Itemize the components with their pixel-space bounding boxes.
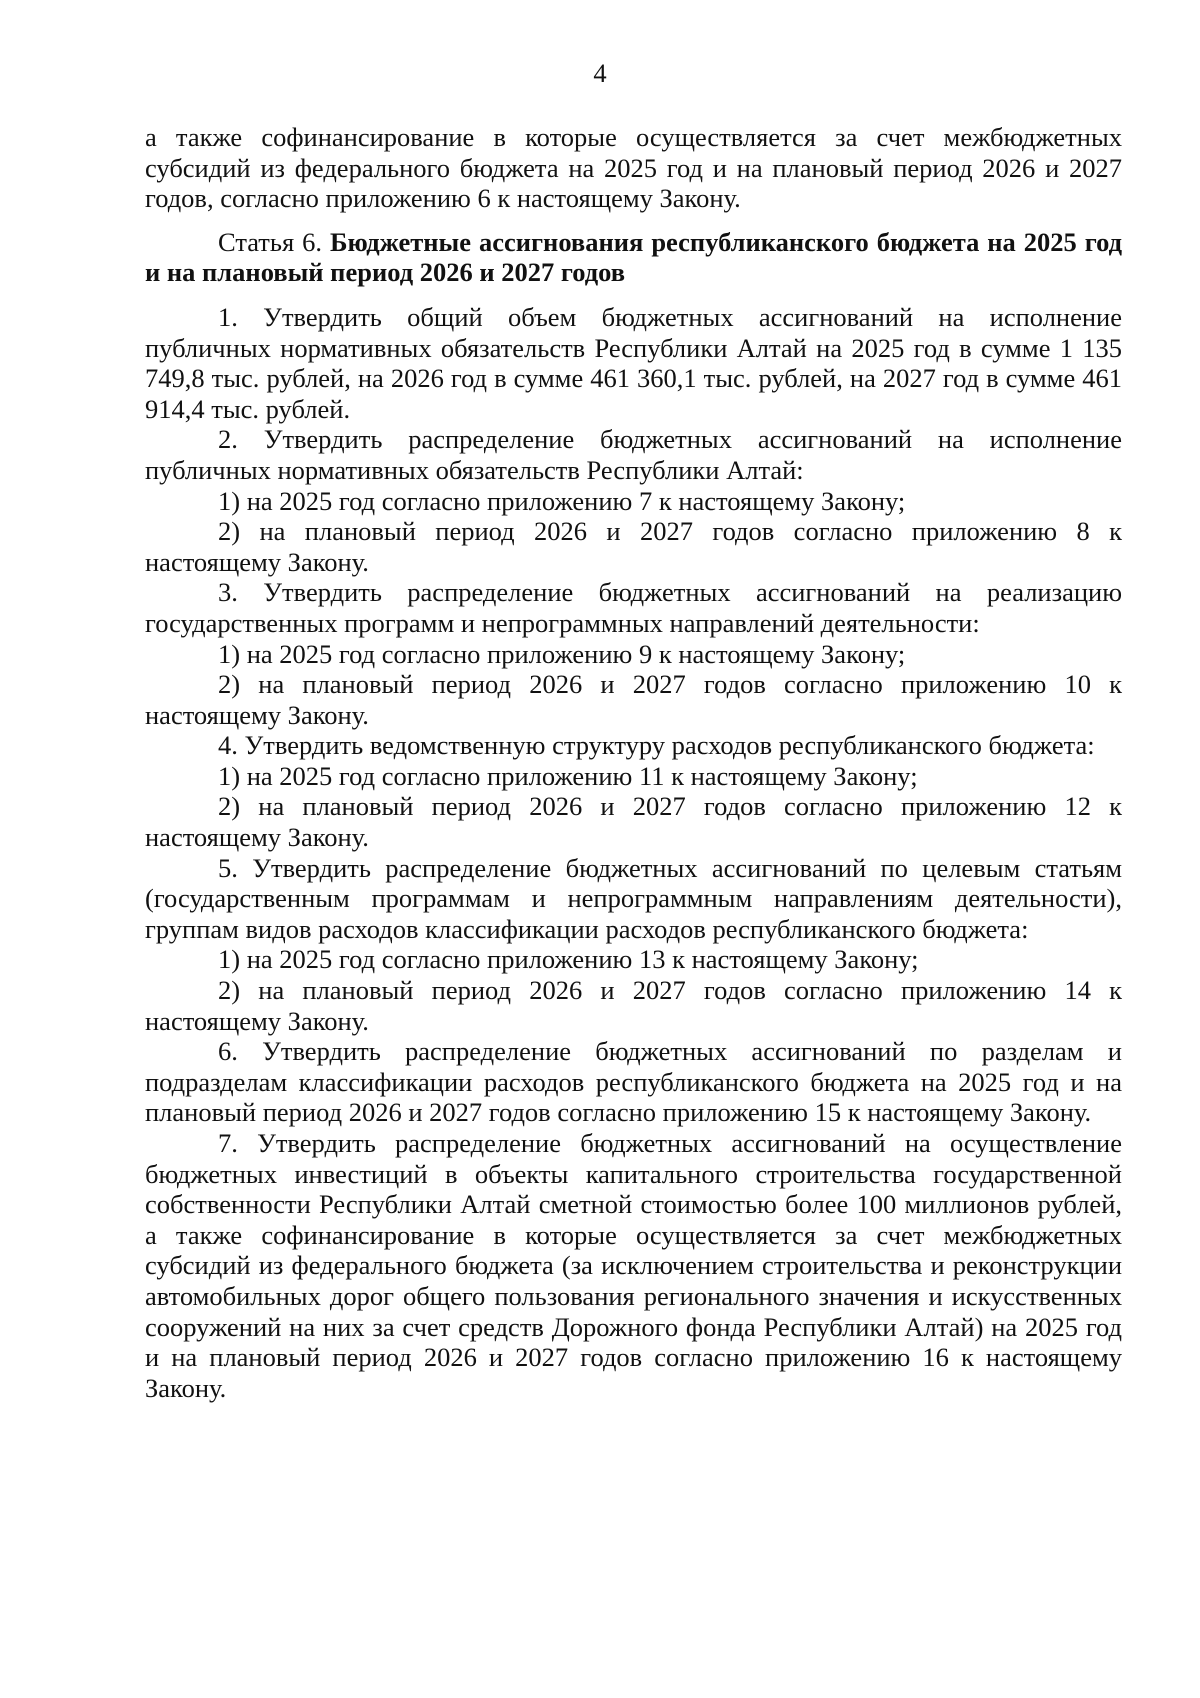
paragraph-3-item-2: 2) на плановый период 2026 и 2027 годов согласно приложению 10 к настоящему Закону. (145, 669, 1122, 730)
paragraph-3: 3. Утвердить распределение бюджетных ассигнований на реализацию государственных программ и непрограммных направлений деятельности: (145, 577, 1122, 638)
paragraph-5: 5. Утвердить распределение бюджетных ассигнований по целевым статьям (государственным программам и непрограммным направлениям деятельности), группам видов расходов классификации расходов республиканского бюджета: (145, 852, 1122, 944)
intro-paragraph: а также софинансирование в которые осуществляется за счет межбюджетных субсидий из федерального бюджета на 2025 год и на плановый период 2026 и 2027 годов, согласно приложению 6 к настоящему Закону. (145, 122, 1122, 214)
paragraph-4-item-2: 2) на плановый период 2026 и 2027 годов согласно приложению 12 к настоящему Закону. (145, 791, 1122, 853)
paragraph-6: 6. Утвердить распределение бюджетных ассигнований по разделам и подразделам классификации расходов республиканского бюджета на 2025 год и на плановый период 2026 и 2027 годов согласно приложению 15 к настоящему Закону. (145, 1036, 1122, 1128)
page-number: 4 (593, 58, 607, 88)
paragraph-5-item-2: 2) на плановый период 2026 и 2027 годов согласно приложению 14 к настоящему Закону. (145, 975, 1122, 1036)
paragraph-5-item-1: 1) на 2025 год согласно приложению 13 к настоящему Закону; (218, 944, 919, 975)
paragraph-2: 2. Утвердить распределение бюджетных ассигнований на исполнение публичных нормативных обязательств Республики Алтай: (145, 424, 1122, 485)
paragraph-2-item-1: 1) на 2025 год согласно приложению 7 к настоящему Закону; (218, 485, 906, 516)
paragraph-3-item-1: 1) на 2025 год согласно приложению 9 к настоящему Закону; (218, 638, 906, 669)
document-body (145, 122, 1122, 1403)
article-label: Статья 6. (218, 226, 323, 257)
article-title: Бюджетные ассигнования республиканского бюджета на 2025 год и на плановый период 2026 и 2027 годов (145, 226, 1122, 288)
paragraph-4: 4. Утвердить ведомственную структуру расходов республиканского бюджета: (218, 730, 1095, 761)
paragraph-7: 7. Утвердить распределение бюджетных ассигнований на осуществление бюджетных инвестиций в объекты капитального строительства государственной собственности Республики Алтай сметной стоимостью более 100 миллионов рублей, а также софинансирование в которые осуществляется за счет межбюджетных субсидий из федерального бюджета (за исключением строительства и реконструкции автомобильных дорог общего пользования регионального значения и искусственных сооружений на них за счет средств Дорожного фонда Республики Алтай) на 2025 год и на плановый период 2026 и 2027 годов согласно приложению 16 к настоящему Закону. (145, 1128, 1122, 1403)
article-heading (145, 227, 1122, 288)
paragraph-4-item-1: 1) на 2025 год согласно приложению 11 к настоящему Закону; (218, 760, 918, 791)
paragraph-2-item-2: 2) на плановый период 2026 и 2027 годов согласно приложению 8 к настоящему Закону. (145, 516, 1122, 577)
paragraph-1: 1. Утвердить общий объем бюджетных ассигнований на исполнение публичных нормативных обязательств Республики Алтай на 2025 год в сумме 1 135 749,8 тыс. рублей, на 2026 год в сумме 461 360,1 тыс. рублей, на 2027 год в сумме 461 914,4 тыс. рублей. (145, 301, 1122, 424)
